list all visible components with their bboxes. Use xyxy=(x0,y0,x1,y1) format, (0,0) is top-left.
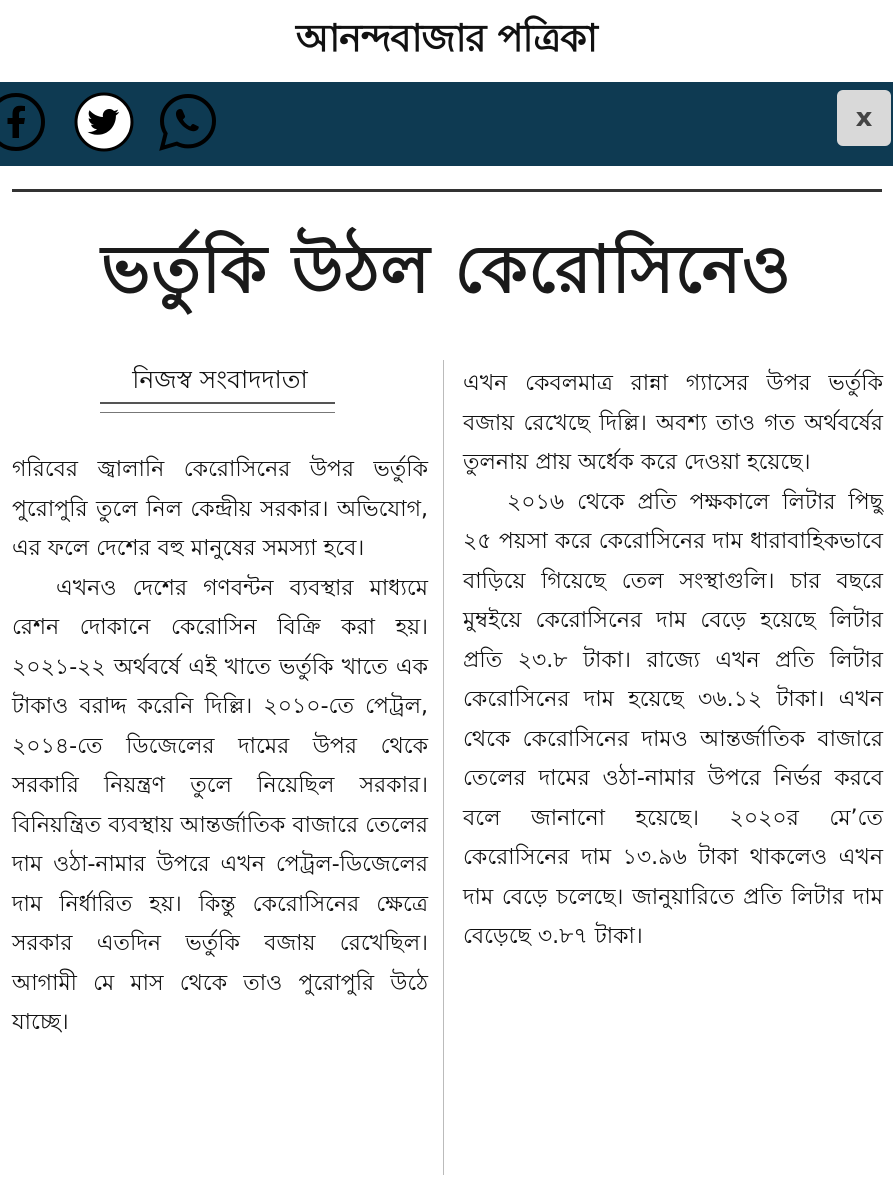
twitter-icon xyxy=(74,92,134,152)
share-bar xyxy=(0,82,893,166)
whatsapp-share-button[interactable] xyxy=(158,92,218,152)
divider xyxy=(12,189,882,192)
facebook-share-button[interactable] xyxy=(0,92,46,152)
facebook-icon xyxy=(0,92,46,152)
masthead xyxy=(0,0,893,82)
paragraph: এখনও দেশের গণবন্টন ব্যবস্থার মাধ্যমে রেশন দোকানে কেরোসিন বিক্রি করা হয়। ২০২১-২২ অর্থবর্ষে এই খাতে ভর্তুকি খাতে এক টাকাও বরাদ্দ করেনি দিল্লি। ২০১০-তে পেট্রল, ২০১৪-তে ডিজেলের দামের উপর থেকে সরকারি নিয়ন্ত্রণ তুলে নিয়েছিল সরকার। বিনিয়ন্ত্রিত ব্যবস্থায় আন্তর্জাতিক বাজারে তেলের দাম ওঠা-নামার উপরে এখন পেট্রল-ডিজেলের দাম নির্ধারিত হয়। কিন্তু কেরোসিনের ক্ষেত্রে সরকার এতদিন ভর্তুকি বজায় রেখেছিল। আগামী মে মাস থেকে তাও পুরোপুরি উঠে যাচ্ছে। xyxy=(12,575,428,1035)
paragraph: এখন কেবলমাত্র রান্না গ্যাসের উপর ভর্তুকি বজায় রেখেছে দিল্লি। অবশ্য তাও গত অর্থবর্ষের তুলনায় প্রায় অর্ধেক করে দেওয়া হয়েছে। xyxy=(463,371,883,475)
byline-divider xyxy=(100,412,335,413)
article-column-left xyxy=(12,450,428,1043)
column-divider xyxy=(443,360,444,1175)
paragraph: ২০১৬ থেকে প্রতি পক্ষকালে লিটার পিছু ২৫ পয়সা করে কেরোসিনের দাম ধারাবাহিকভাবে বাড়িয়ে গিয়েছে তেল সংস্থাগুলি। চার বছরে মুম্বইয়ে কেরোসিনের দাম বেড়ে হয়েছে লিটার প্রতি ২৩.৮ টাকা। রাজ্যে এখন প্রতি লিটার কেরোসিনের দাম হয়েছে ৩৬.১২ টাকা। এখন থেকে কেরোসিনের দামও আন্তর্জাতিক বাজারে তেলের দামের ওঠা-নামার উপরে নির্ভর করবে বলে জানানো হয়েছে। ২০২০র মে’তে কেরোসিনের দাম ১৩.৯৬ টাকা থাকলেও এখন দাম বেড়ে চলেছে। জানুয়ারিতে প্রতি লিটার দাম বেড়েছে ৩.৮৭ টাকা। xyxy=(463,489,883,949)
byline-divider xyxy=(100,402,335,404)
twitter-share-button[interactable] xyxy=(74,92,134,152)
paragraph: গরিবের জ্বালানি কেরোসিনের উপর ভর্তুকি পুরোপুরি তুলে নিল কেন্দ্রীয় সরকার। অভিযোগ, এর ফলে দেশের বহু মানুষের সমস্যা হবে। xyxy=(12,457,428,561)
newspaper-title: আনন্দবাজার পত্রিকা xyxy=(295,15,597,60)
byline: নিজস্ব সংবাদদাতা xyxy=(132,365,308,394)
article-headline: ভর্তুকি উঠল কেরোসিনেও xyxy=(101,231,792,308)
whatsapp-icon xyxy=(158,92,218,152)
close-button[interactable]: x xyxy=(837,90,891,146)
article-column-right xyxy=(463,364,883,957)
